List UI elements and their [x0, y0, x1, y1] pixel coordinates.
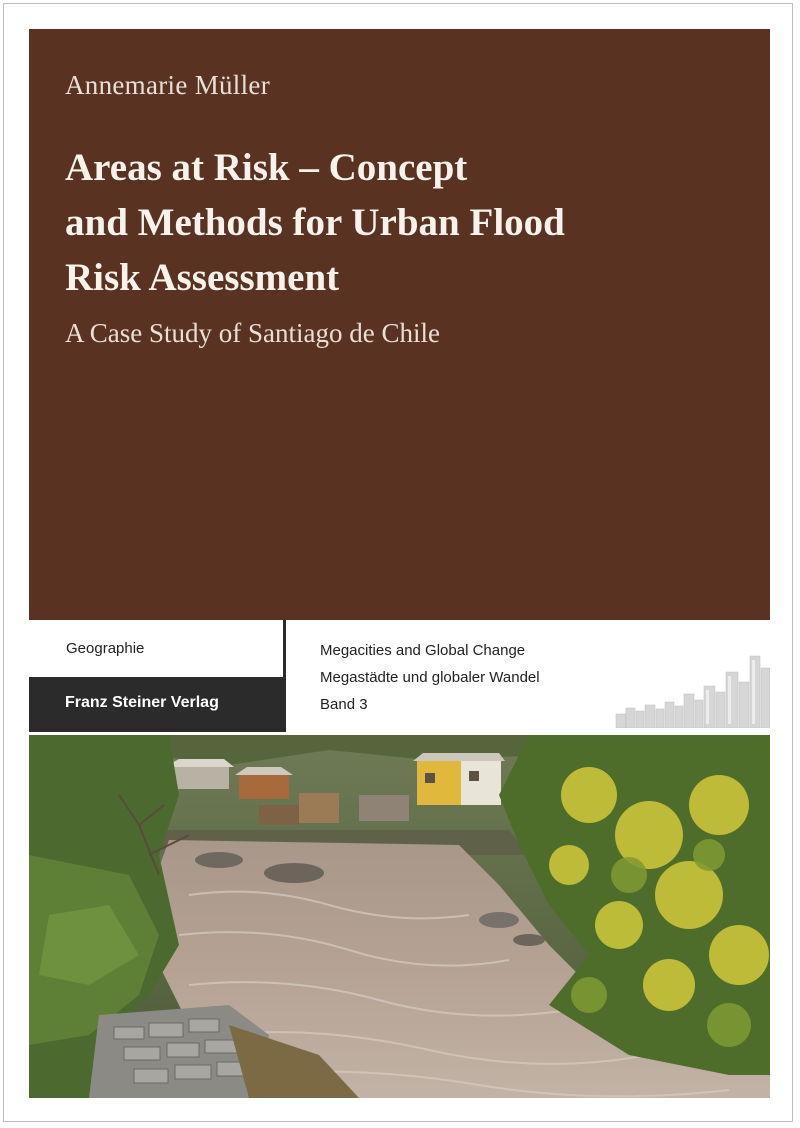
publisher-bar [29, 677, 283, 732]
city-skyline-icon [614, 648, 770, 728]
publisher-name: Franz Steiner Verlag [65, 694, 219, 711]
book-title-line: Risk Assessment [65, 256, 340, 299]
cover-photo-flooded-river [29, 735, 770, 1098]
book-subtitle: A Case Study of Santiago de Chile [65, 318, 440, 348]
book-title-line: Areas at Risk – Concept [65, 146, 468, 189]
discipline-label: Geographie [66, 640, 145, 657]
band-divider [283, 620, 286, 732]
book-title [65, 140, 705, 305]
series-line: Megastädte und globaler Wandel [320, 669, 540, 686]
series-line: Band 3 [320, 696, 368, 713]
series-band [29, 620, 770, 732]
series-line: Megacities and Global Change [320, 642, 526, 659]
book-title-line: and Methods for Urban Flood [65, 201, 565, 244]
series-info [320, 637, 540, 718]
author-name: Annemarie Müller [65, 70, 270, 100]
